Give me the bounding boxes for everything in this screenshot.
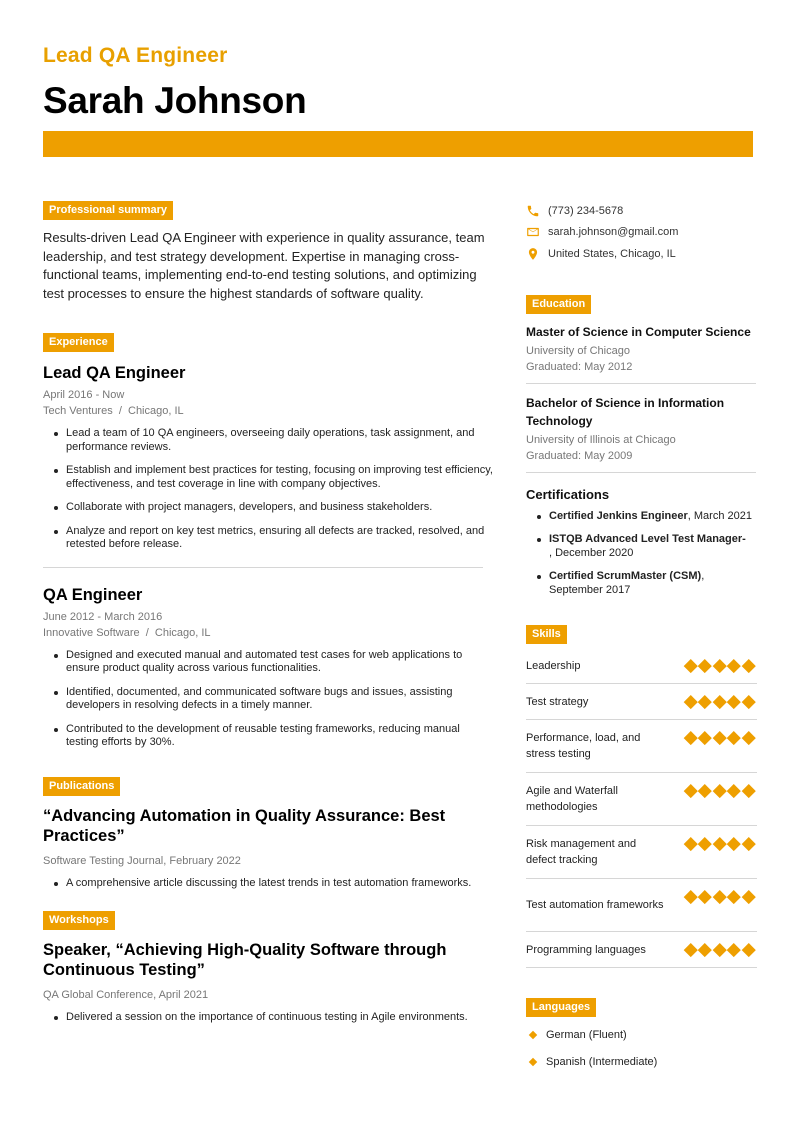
contact-email[interactable] (526, 222, 758, 244)
skill-name: Test strategy (526, 695, 589, 708)
workshops-heading: Workshops (43, 911, 115, 930)
rating-diamond-icon (742, 695, 755, 708)
list-item: Lead a team of 10 QA engineers, overseeing daily operations, task assignment, and performance reviews. (53, 427, 493, 454)
cert-date: , September 2017 (549, 570, 705, 596)
degree-title: Bachelor of Science in Information Technology (526, 395, 725, 428)
cert-name: ISTQB Advanced Level Test Manager- (549, 533, 746, 545)
job-title: Lead QA Engineer (43, 44, 228, 67)
list-item: Establish and implement best practices for testing, focusing on improving test efficiency, effectiveness, and test coverage in line with company objectives. (53, 464, 493, 491)
job-dates: June 2012 - March 2016 (43, 610, 163, 623)
degree-title: Master of Science in Computer Science (526, 324, 751, 339)
list-item: Collaborate with project managers, developers, and business stakeholders. (53, 501, 493, 515)
skill-row (526, 879, 757, 932)
language-name: German (Fluent) (546, 1028, 627, 1041)
job-role-title: Lead QA Engineer (43, 364, 186, 382)
rating-diamond-icon (684, 837, 697, 850)
rating-diamond-icon (698, 837, 711, 850)
skill-name: Agile and Waterfall methodologies (526, 785, 618, 813)
rating-diamond-icon (727, 784, 740, 797)
summary-heading: Professional summary (43, 201, 173, 220)
skill-rating (686, 839, 754, 849)
list-item: Analyze and report on key test metrics, ensuring all defects are tracked, resolved, and retested before release. (53, 525, 493, 552)
cert-name: Certified Jenkins Engineer (549, 509, 688, 522)
skill-rating (686, 733, 754, 743)
skill-name: Programming languages (526, 943, 646, 956)
rating-diamond-icon (727, 890, 740, 903)
rating-diamond-icon (713, 784, 726, 797)
divider (526, 383, 756, 384)
education-section (526, 294, 758, 598)
job-company-line: Innovative Software / Chicago, IL (43, 626, 211, 639)
phone-text: (773) 234-5678 (548, 204, 624, 217)
skill-rating (686, 697, 754, 707)
accent-bar (43, 131, 753, 157)
contact-location (526, 243, 758, 265)
skill-row (526, 720, 757, 773)
list-item: Designed and executed manual and automated test cases for web applications to ensure product quality across various functionalities. (53, 649, 493, 676)
education-entry (526, 323, 758, 373)
rating-diamond-icon (727, 659, 740, 672)
school-name: University of Illinois at Chicago (526, 433, 676, 446)
job-entry (43, 586, 493, 750)
rating-diamond-icon (713, 695, 726, 708)
skills-section (526, 624, 758, 968)
job-company: Tech Ventures (43, 405, 113, 417)
rating-diamond-icon (742, 943, 755, 956)
job-dates: April 2016 - Now (43, 389, 125, 401)
rating-diamond-icon (684, 890, 697, 903)
skills-list (526, 648, 758, 968)
rating-diamond-icon (684, 731, 697, 744)
rating-diamond-icon (727, 731, 740, 744)
language-item (526, 1021, 758, 1048)
rating-diamond-icon (698, 890, 711, 903)
workshops-section (43, 910, 493, 1025)
rating-diamond-icon (742, 784, 755, 797)
rating-diamond-icon (684, 784, 697, 797)
divider (43, 567, 483, 568)
skill-row (526, 826, 757, 879)
job-entry (43, 364, 493, 552)
skill-row (526, 773, 757, 826)
list-item: A comprehensive article discussing the latest trends in test automation frameworks. (53, 877, 493, 891)
skill-row (526, 684, 757, 720)
experience-section (43, 332, 493, 750)
list-item (536, 510, 758, 524)
rating-diamond-icon (698, 659, 711, 672)
contact-section (526, 200, 758, 265)
rating-diamond-icon (698, 784, 711, 797)
location-text: United States, Chicago, IL (548, 247, 676, 260)
rating-diamond-icon (698, 695, 711, 708)
list-item (536, 533, 758, 560)
divider (526, 472, 756, 473)
job-bullets (43, 427, 493, 552)
rating-diamond-icon (684, 659, 697, 672)
workshop-meta: QA Global Conference, April 2021 (43, 989, 209, 1001)
publication-title: “Advancing Automation in Quality Assurance: Best Practices” (43, 806, 446, 845)
summary-section (43, 200, 493, 303)
languages-list (526, 1021, 758, 1075)
rating-diamond-icon (742, 731, 755, 744)
email-icon (526, 225, 540, 239)
skills-heading: Skills (526, 625, 567, 644)
rating-diamond-icon (742, 890, 755, 903)
cert-date: , December 2020 (549, 546, 634, 559)
skill-row (526, 932, 757, 968)
rating-diamond-icon (742, 659, 755, 672)
skill-rating (686, 786, 754, 796)
skill-rating (686, 892, 754, 902)
publications-heading: Publications (43, 777, 120, 796)
rating-diamond-icon (727, 837, 740, 850)
rating-diamond-icon (727, 695, 740, 708)
right-column (526, 200, 758, 1075)
rating-diamond-icon (713, 890, 726, 903)
language-item (526, 1048, 758, 1075)
education-entry (526, 394, 758, 462)
school-name: University of Chicago (526, 344, 630, 357)
diamond-bullet-icon (529, 1030, 537, 1038)
rating-diamond-icon (713, 731, 726, 744)
certifications-heading: Certifications (526, 486, 610, 502)
email-text: sarah.johnson@gmail.com (548, 226, 679, 239)
diamond-bullet-icon (529, 1057, 537, 1065)
left-column (43, 200, 493, 1035)
workshop-bullets (43, 1011, 493, 1025)
skill-name: Risk management and defect tracking (526, 838, 637, 866)
rating-diamond-icon (684, 943, 697, 956)
education-heading: Education (526, 295, 591, 314)
skill-rating (686, 661, 754, 671)
publication-bullets (43, 877, 493, 891)
summary-text: Results-driven Lead QA Engineer with experience in quality assurance, team leadership, and test strategy development. Expertise in managing cross-functional teams, implementing end-to-end testing solutions, and optimizing test processes to ensure the highest standards of software quality. (43, 230, 485, 301)
skill-row (526, 648, 757, 684)
skill-name: Leadership (526, 659, 581, 672)
contact-phone[interactable] (526, 200, 758, 222)
rating-diamond-icon (742, 837, 755, 850)
rating-diamond-icon (713, 837, 726, 850)
list-item: Delivered a session on the importance of continuous testing in Agile environments. (53, 1011, 493, 1025)
languages-section (526, 997, 758, 1075)
resume-header (43, 44, 753, 122)
list-item (536, 570, 758, 597)
workshop-title: Speaker, “Achieving High-Quality Software through Continuous Testing” (43, 941, 447, 979)
job-company: Innovative Software (43, 626, 140, 639)
rating-diamond-icon (698, 731, 711, 744)
job-role-title: QA Engineer (43, 585, 143, 604)
cert-date: , March 2021 (687, 509, 752, 522)
list-item: Identified, documented, and communicated software bugs and issues, assisting developers in resolving defects in a timely manner. (53, 686, 493, 713)
skill-name: Test automation frameworks (526, 899, 664, 911)
list-item: Contributed to the development of reusable testing frameworks, reducing manual testing efforts by 30%. (53, 723, 493, 750)
certifications-list (526, 510, 758, 598)
job-company-line: Tech Ventures / Chicago, IL (43, 405, 184, 417)
rating-diamond-icon (698, 943, 711, 956)
experience-heading: Experience (43, 333, 114, 352)
candidate-name: Sarah Johnson (43, 80, 307, 121)
job-location: Chicago, IL (154, 626, 211, 639)
skill-name: Performance, load, and stress testing (526, 732, 641, 760)
publication-meta: Software Testing Journal, February 2022 (43, 854, 241, 867)
graduation-date: Graduated: May 2009 (526, 449, 633, 462)
skill-rating (686, 945, 754, 955)
languages-heading: Languages (526, 998, 596, 1017)
rating-diamond-icon (713, 943, 726, 956)
rating-diamond-icon (713, 659, 726, 672)
language-name: Spanish (Intermediate) (546, 1055, 658, 1068)
job-location: Chicago, IL (128, 405, 184, 417)
publications-section (43, 776, 493, 891)
location-pin-icon (526, 247, 540, 261)
rating-diamond-icon (684, 695, 697, 708)
cert-name: Certified ScrumMaster (CSM) (549, 570, 702, 582)
graduation-date: Graduated: May 2012 (526, 360, 633, 373)
job-bullets (43, 649, 493, 750)
phone-icon (526, 204, 540, 218)
rating-diamond-icon (727, 943, 740, 956)
